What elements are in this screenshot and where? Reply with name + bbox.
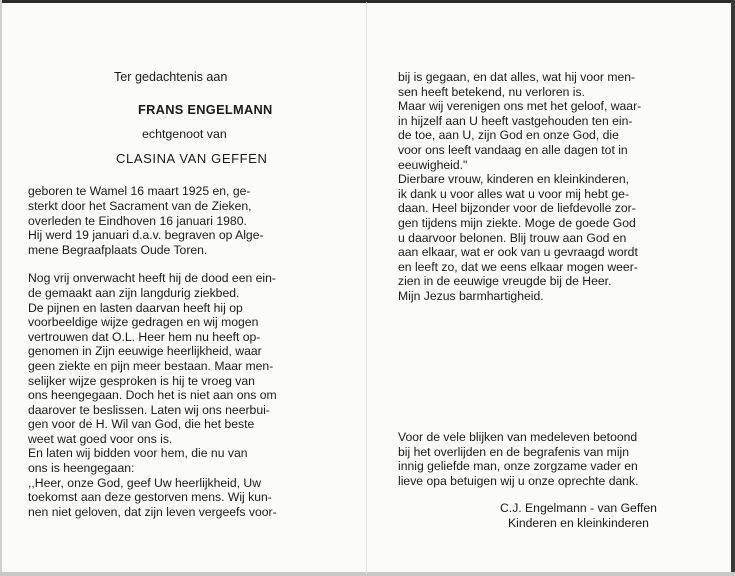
card-edge-right [731,0,735,576]
text-line: voor ons leeft vandaag en alle dagen tot in [398,142,628,157]
text-line: De pijnen en lasten daarvan heeft hij op [28,300,243,315]
memorial-text [28,271,328,519]
card-edge-bottom [0,572,735,576]
text-line: weet wat goed voor ons is. [28,431,173,446]
text-line: toekomst aan deze gestorven mens. Wij kun- [28,490,272,505]
spouse-name: CLASINA VAN GEFFEN [116,150,268,166]
signature-name: C.J. Engelmann - van Geffen [500,501,657,515]
text-line: En laten wij bidden voor hem, die nu van [28,446,248,461]
thanks-paragraph [398,430,695,488]
bio-line: geboren te Wamel 16 maart 1925 en, ge- [28,184,251,199]
text-line: gen tijdens mijn ziekte. Moge de goede God [398,215,636,230]
text-line: Nog vrij onverwacht heeft hij de dood een ein- [28,271,276,286]
deceased-name: FRANS ENGELMANN [138,101,273,117]
text-line: eeuwigheid." [398,157,468,172]
text-line: bij is gegaan, en dat alles, wat hij voor men- [398,70,636,84]
right-column [398,70,695,304]
text-line: sen heeft betekend, nu verloren is. [398,84,585,99]
text-line: in hijzelf aan U heeft vastgehouden ten ein- [398,113,633,128]
fold-line [366,2,367,574]
text-line: zien in de eeuwige vreugde bij de Heer. [398,274,612,289]
text-line: vertrouwen dat O.L. Heer hem nu heeft op- [28,329,261,344]
text-line: genomen in Zijn eeuwige heerlijkheid, waar [28,344,262,359]
bio-line: mene Begraafplaats Oude Toren. [28,242,208,257]
text-line: ,,Heer, onze God, geef Uw heerlijkheid, Uw [28,475,262,490]
text-line: Mijn Jezus barmhartigheid. [398,288,544,303]
intro-text: Ter gedachtenis aan [114,70,228,84]
bio-paragraph [28,184,328,257]
text-line: geen ziekte en pijn meer bestaan. Maar men- [28,358,274,373]
bio-line: Hij werd 19 januari d.a.v. begraven op Alge- [28,228,264,243]
card-edge-top [0,0,735,3]
thanks-line: Voor de vele blijken van medeleven betoond [398,430,638,444]
text-line: voorbeeldige wijze gedragen en wij mogen [28,315,259,330]
text-line: de toe, aan U, zijn God en onze God, die [398,128,619,143]
text-line: en leeft zo, dat we eens elkaar mogen weer- [398,259,638,274]
card-edge-left [0,0,2,576]
bio-line: overleden te Eindhoven 16 januari 1980. [28,213,247,228]
text-line: ons heengegaan. Doch het is niet aan ons om [28,388,277,403]
signature-family: Kinderen en kleinkinderen [508,516,649,530]
text-line: Maar wij verenigen ons met het geloof, waar- [398,99,642,114]
text-line: nen niet geloven, dat zijn leven vergeefs voor- [28,504,277,519]
text-line: daarover te beslissen. Laten wij ons neerbui- [28,402,270,417]
thanks-line: innig geliefde man, onze zorgzame vader en [398,459,638,474]
thanks-line: lieve opa betuigen wij u onze oprechte dank. [398,473,639,488]
text-line: de gemaakt aan zijn langdurig ziekbed. [28,285,240,300]
text-line: selijker wijze gesproken is hij te vroeg van [28,373,255,388]
text-line: aan elkaar, wat er ook van u gevraagd wordt [398,245,638,260]
bio-line: sterkt door het Sacrament van de Zieken, [28,198,252,213]
text-line: Dierbare vrouw, kinderen en kleinkinderen, [398,172,630,187]
text-line: daan. Heel bijzonder voor de liefdevolle zor- [398,201,636,216]
text-line: ik dank u voor alles wat u voor mij hebt ge- [398,186,629,201]
text-line: u daarvoor belonen. Blij trouw aan God en [398,230,627,245]
text-line: ons is heengegaan: [28,461,135,476]
thanks-line: bij het overlijden en de begrafenis van mijn [398,444,630,459]
left-column [28,70,328,519]
text-line: gen voor de H. Wil van God, die het beste [28,417,255,432]
relation-text: echtgenoot van [142,127,227,142]
